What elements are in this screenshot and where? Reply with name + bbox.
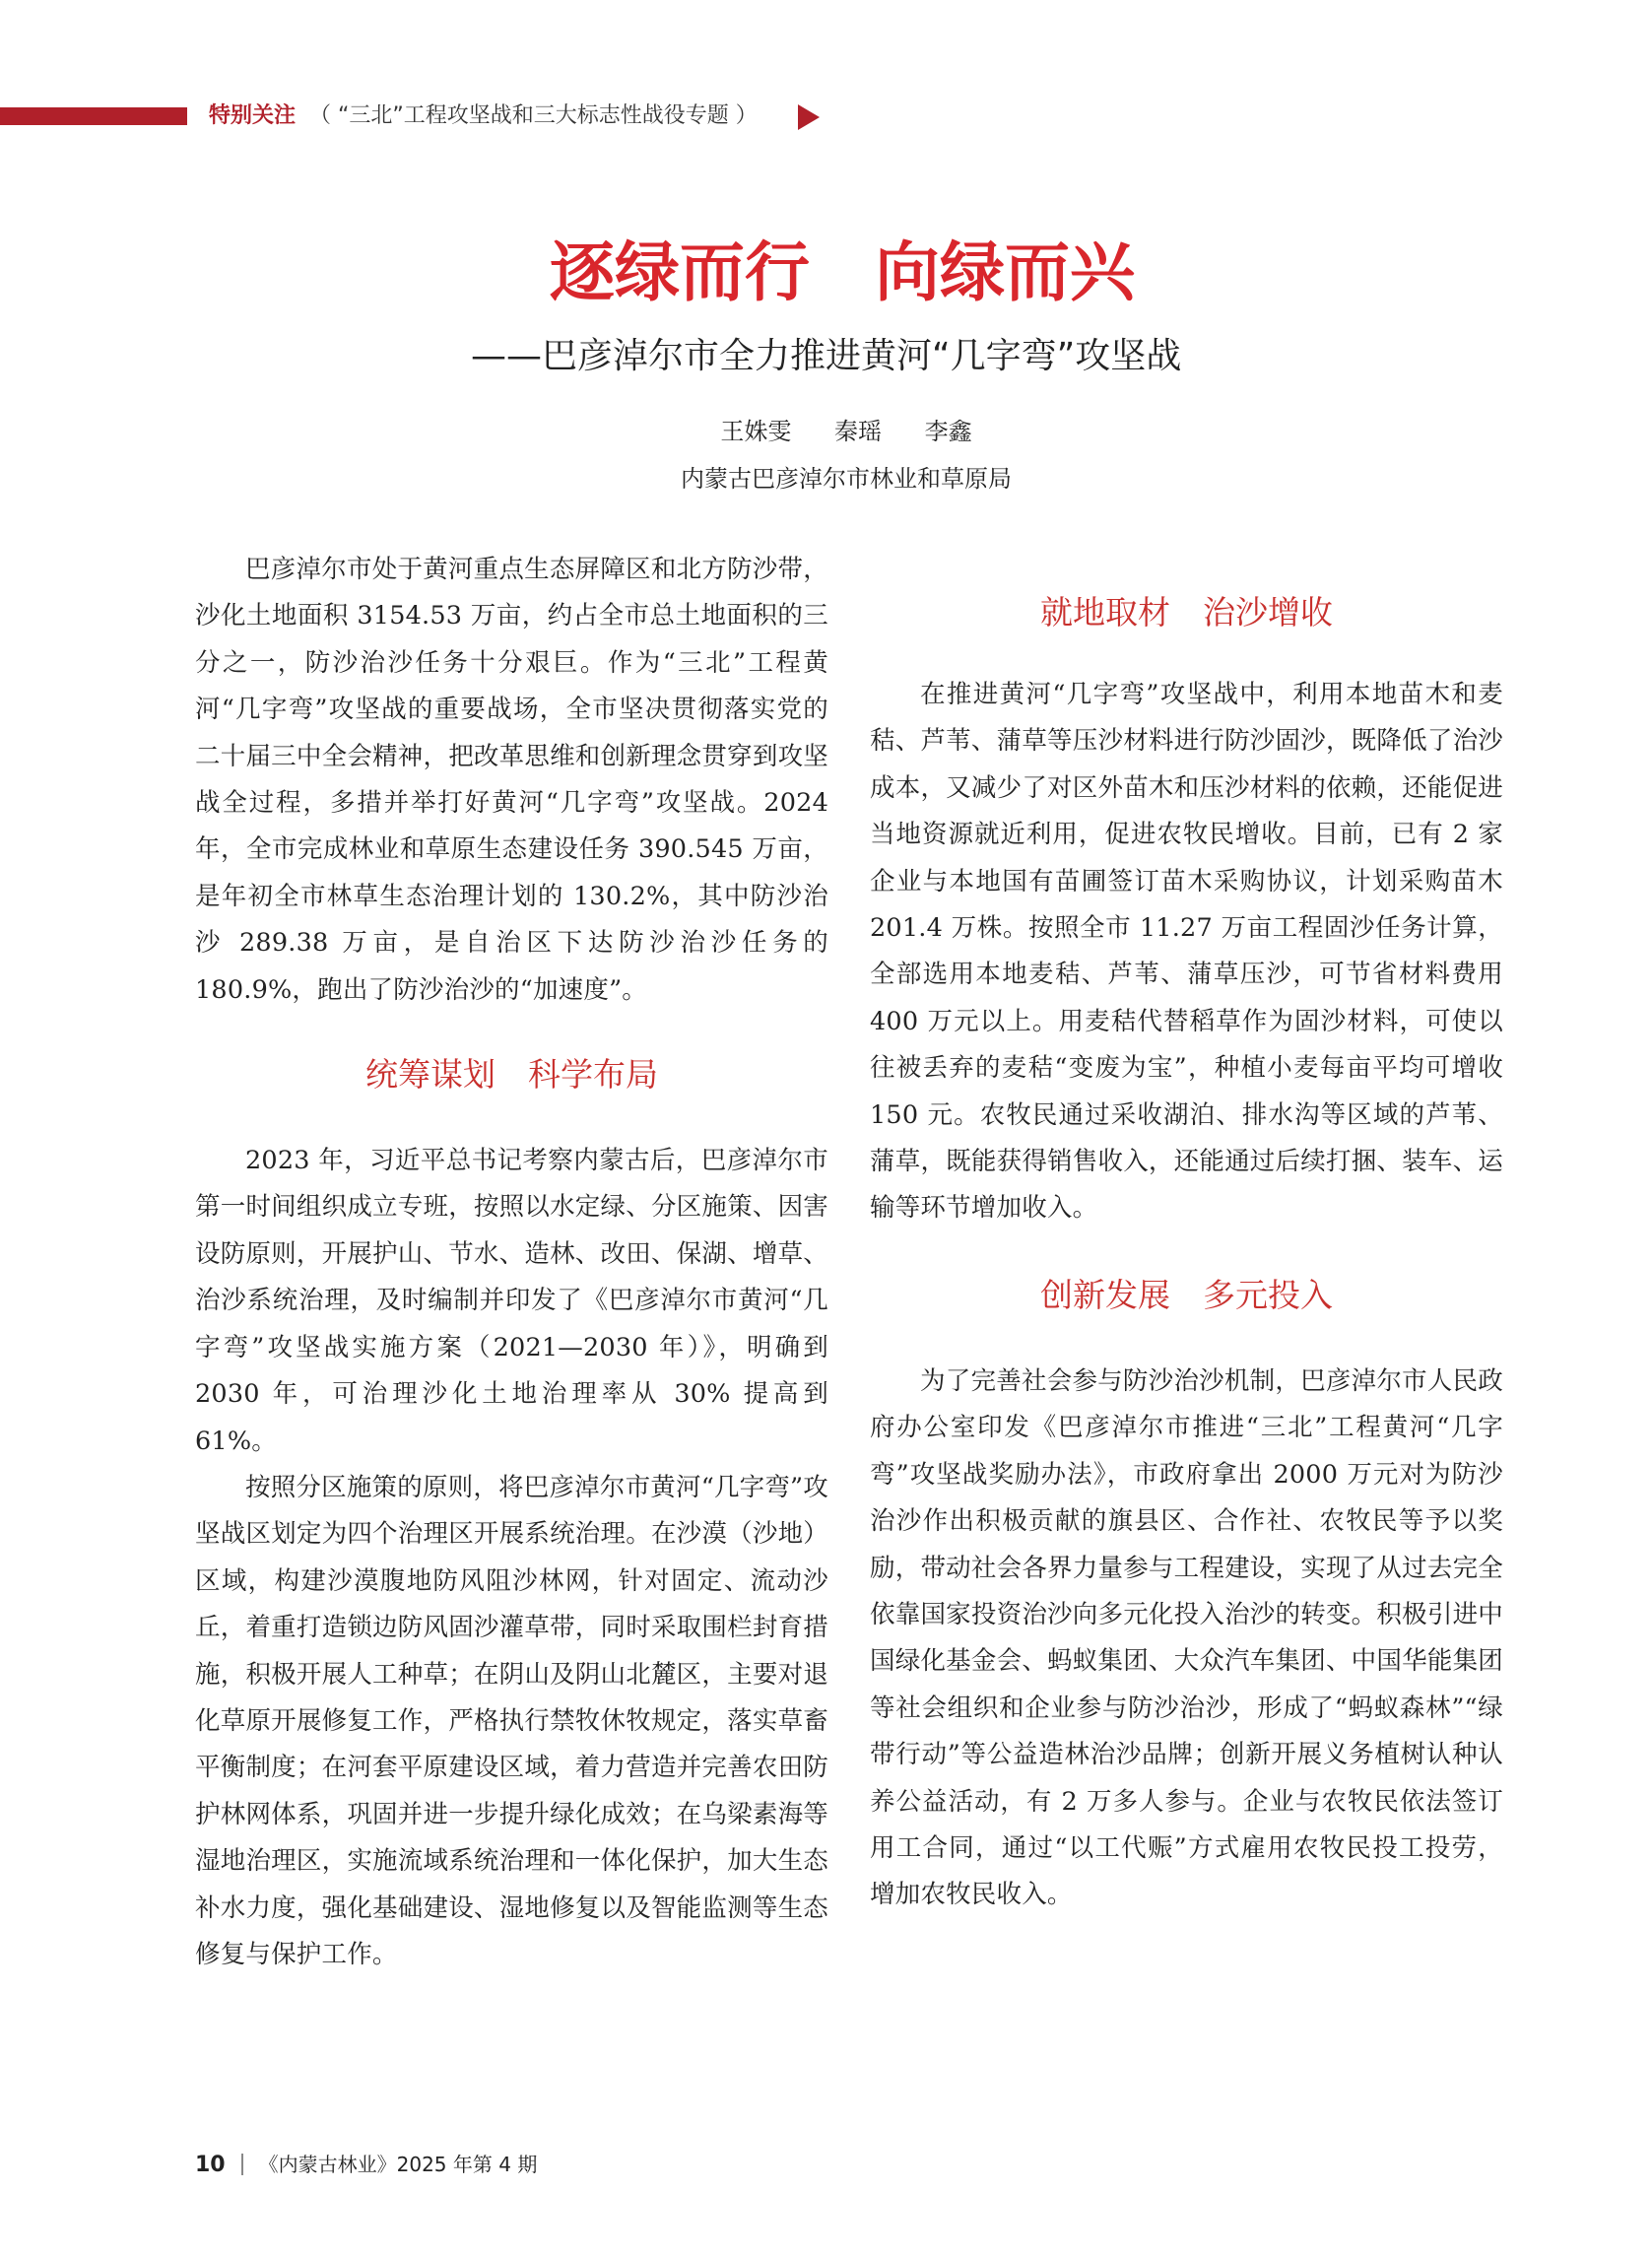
footer-divider — [241, 2154, 243, 2175]
body-paragraph: 为了完善社会参与防沙治沙机制，巴彦淖尔市人民政府办公室印发《巴彦淖尔市推进“三北”工程黄河“几字弯”攻坚战奖励办法》，市政府拿出 2000 万元对为防沙治沙作出积极贡献的旗县区、合作社、农牧民等予以奖励，带动社会各界力量参与工程建设，实现了从过去完全依靠国家投资治沙向多元化投入治沙的转变。积极引进中国绿化基金会、蚂蚁集团、大众汽车集团、中国华能集团等社会组织和企业参与防沙治沙，形成了“蚂蚁森林”“绿带行动”等公益造林治沙品牌；创新开展义务植树认种认养公益活动，有 2 万多人参与。企业与农牧民依法签订用工合同，通过“以工代赈”方式雇用农牧民投工投劳，增加农牧民收入。 — [870, 1365, 1503, 1910]
author-affiliation: 内蒙古巴彦淖尔市林业和草原局 — [681, 465, 1012, 493]
journal-issue: 《内蒙古林业》2025 年第 4 期 — [258, 2153, 538, 2176]
author-name: 李鑫 — [924, 418, 972, 445]
article-subtitle: ——巴彦淖尔市全力推进黄河“几字弯”攻坚战 — [471, 336, 1182, 376]
header-topic: （ “三北”工程攻坚战和三大标志性战役专题 ） — [309, 103, 758, 128]
body-paragraph: 按照分区施策的原则，将巴彦淖尔市黄河“几字弯”攻坚战区划定为四个治理区开展系统治理。在沙漠（沙地）区域，构建沙漠腹地防风阻沙林网，针对固定、流动沙丘，着重打造锁边防风固沙灌草带，同时采取围栏封育措施，积极开展人工种草；在阴山及阴山北麓区，主要对退化草原开展修复工作，严格执行禁牧休牧规定，落实草畜平衡制度；在河套平原建设区域，着力营造并完善农田防护林网体系，巩固并进一步提升绿化成效；在乌梁素海等湿地治理区，实施流域系统治理和一体化保护，加大生态补水力度，强化基础建设、湿地修复以及智能监测等生态修复与保护工作。 — [195, 1472, 828, 1969]
left-column — [195, 547, 828, 1978]
header-arrow-icon — [798, 104, 820, 130]
body-paragraph: 在推进黄河“几字弯”攻坚战中，利用本地苗木和麦秸、芦苇、蒲草等压沙材料进行防沙固沙，既降低了治沙成本，又减少了对区外苗木和压沙材料的依赖，还能促进当地资源就近利用，促进农牧民增收。目前，已有 2 家企业与本地国有苗圃签订苗木采购协议，计划采购苗木 201.4 万株。按照全市 11.27 万亩工程固沙任务计算，全部选用本地麦秸、芦苇、蒲草压沙，可节省材料费用 400 万元以上。用麦秸代替稻草作为固沙材料，可使以往被丢弃的麦秸“变废为宝”，种植小麦每亩平均可增收 150 元。农牧民通过采收湖泊、排水沟等区域的芦苇、蒲草，既能获得销售收入，还能通过后续打捆、装车、运输等环节增加收入。 — [870, 680, 1503, 1224]
author-name: 王姝雯 — [720, 418, 792, 445]
section-heading: 就地取材 治沙增收 — [1040, 593, 1333, 631]
section-heading: 创新发展 多元投入 — [1040, 1275, 1333, 1314]
intro-paragraph: 巴彦淖尔市处于黄河重点生态屏障区和北方防沙带，沙化土地面积 3154.53 万亩，约占全市总土地面积的三分之一，防沙治沙任务十分艰巨。作为“三北”工程黄河“几字弯”攻坚战的重要战场，全市坚决贯彻落实党的二十届三中全会精神，把改革思维和创新理念贯穿到攻坚战全过程，多措并举打好黄河“几字弯”攻坚战。2024 年，全市完成林业和草原生态建设任务 390.545 万亩，是年初全市林草生态治理计划的 130.2%，其中防沙治沙 289.38 万亩，是自治区下达防沙治沙任务的 180.9%，跑出了防沙治沙的“加速度”。 — [195, 555, 828, 1005]
section-heading: 统筹谋划 科学布局 — [365, 1055, 658, 1095]
header-accent-bar — [0, 107, 187, 125]
running-header — [209, 99, 758, 134]
page-number: 10 — [195, 2153, 226, 2177]
author-list — [0, 414, 1652, 449]
header-section-label: 特别关注 — [209, 103, 297, 128]
article-title: 逐绿而行 向绿而兴 — [550, 233, 1135, 310]
author-name: 秦瑶 — [834, 418, 882, 445]
page-footer — [195, 2150, 537, 2180]
body-paragraph: 2023 年，习近平总书记考察内蒙古后，巴彦淖尔市第一时间组织成立专班，按照以水定绿、分区施策、因害设防原则，开展护山、节水、造林、改田、保湖、增草、治沙系统治理，及时编制并印发了《巴彦淖尔市黄河“几字弯”攻坚战实施方案（2021—2030 年）》，明确到 2030 年，可治理沙化土地治理率从 30% 提高到 61%。 — [195, 1146, 828, 1456]
right-column — [870, 589, 1503, 1919]
